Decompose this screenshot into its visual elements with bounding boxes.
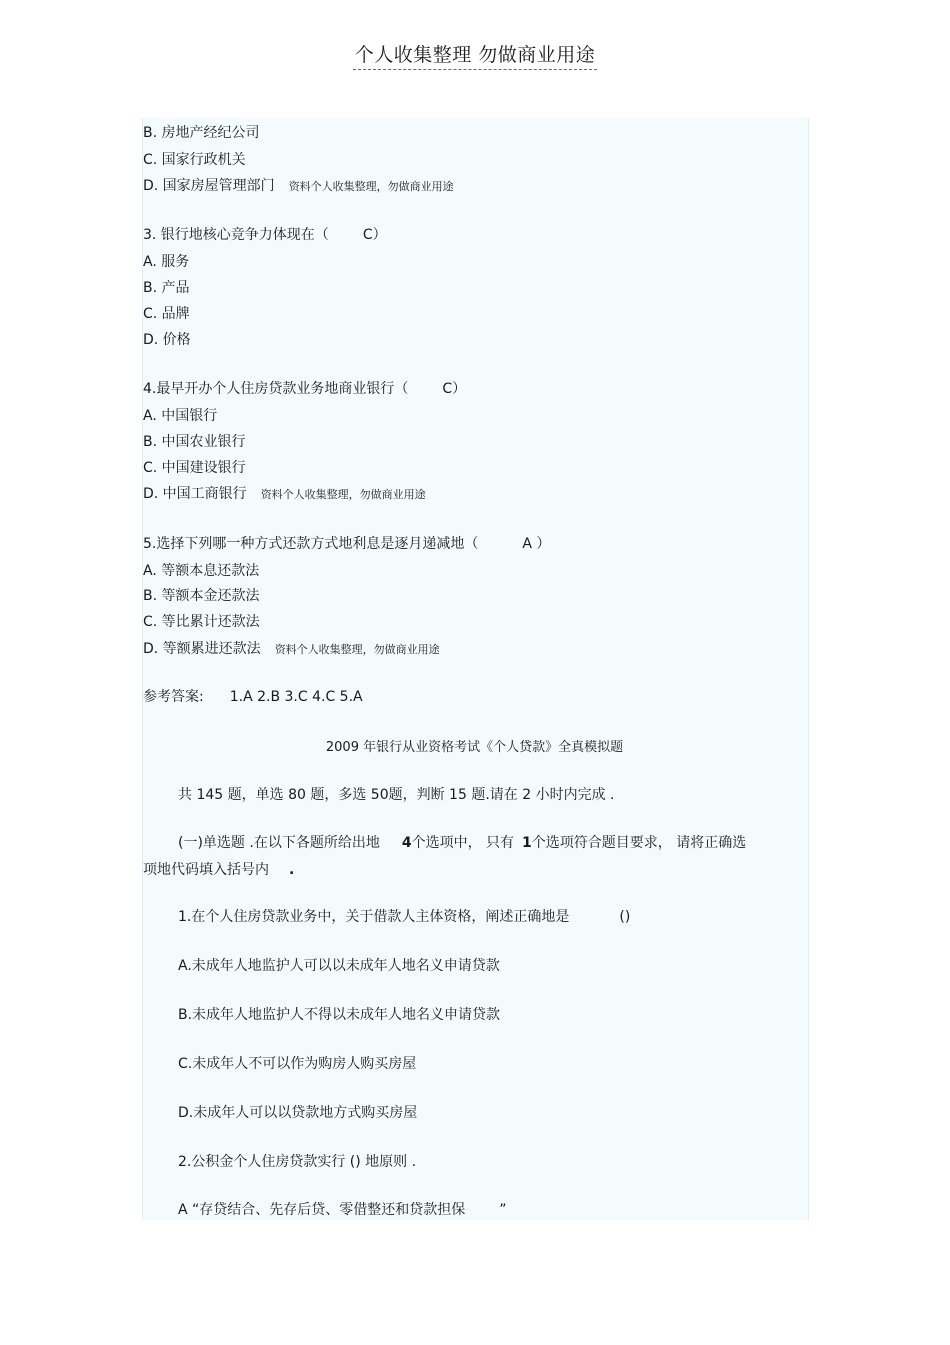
q5-option-b: B. 等额本金还款法	[143, 588, 260, 604]
q2-option-c: C. 国家行政机关	[143, 152, 246, 168]
exam-summary: 共 145 题，单选 80 题，多选 50题，判断 15 题.请在 2 小时内完成 .	[178, 787, 615, 803]
q3-stem-text: 3. 银行地核心竞争力体现在（	[143, 227, 329, 243]
reference-answers-label: 参考答案:	[143, 689, 204, 705]
section-text-2: 个选项中， 只有	[411, 835, 515, 851]
watermark-note: 资料个人收集整理，勿做商业用途	[288, 180, 454, 193]
q3-option-a: A. 服务	[143, 254, 190, 270]
mq2-option-a-close: ”	[499, 1202, 507, 1218]
q4-option-a: A. 中国银行	[143, 408, 218, 424]
mq2-option-a-text: A “存贷结合、先存后贷、零借整还和贷款担保	[178, 1202, 466, 1218]
q5-answer: A ）	[522, 536, 551, 552]
mq1-paren: ()	[619, 909, 631, 925]
section-count-1: 1	[522, 835, 532, 851]
exam-title: 2009 年银行从业资格考试《个人贷款》全真模拟题	[325, 740, 624, 755]
section-count-4: 4	[401, 835, 412, 851]
section-instructions-line2	[143, 861, 294, 879]
watermark-note: 资料个人收集整理，勿做商业用途	[274, 643, 440, 656]
q4-stem-text: 4.最早开办个人住房贷款业务地商业银行（	[143, 381, 409, 397]
mq1-option-b: B.未成年人地监护人不得以未成年人地名义申请贷款	[178, 1007, 501, 1023]
q5-option-a: A. 等额本息还款法	[143, 563, 260, 579]
q4-stem	[143, 380, 466, 398]
q3-option-c: C. 品牌	[143, 306, 190, 322]
q3-option-d: D. 价格	[143, 332, 191, 348]
mq1-stem	[178, 908, 630, 926]
q3-answer: C）	[362, 227, 387, 243]
header-title: 个人收集整理 勿做商业用途	[353, 40, 598, 70]
section-text-4: 项地代码填入括号内	[143, 862, 269, 878]
reference-answers-value: 1.A 2.B 3.C 4.C 5.A	[229, 689, 363, 705]
q4-answer: C）	[442, 381, 467, 397]
q4-option-d-text: D. 中国工商银行	[143, 486, 247, 502]
q2-option-d-text: D. 国家房屋管理部门	[143, 178, 275, 194]
q4-option-b: B. 中国农业银行	[143, 434, 246, 450]
mq1-option-d: D.未成年人可以以贷款地方式购买房屋	[178, 1105, 418, 1121]
section-text-3: 个选项符合题目要求， 请将正确选	[531, 835, 747, 851]
q4-option-c: C. 中国建设银行	[143, 460, 246, 476]
mq1-option-a: A.未成年人地监护人可以以未成年人地名义申请贷款	[178, 958, 500, 974]
section-dot: .	[289, 862, 295, 878]
q4-option-d	[143, 485, 426, 504]
q3-option-b: B. 产品	[143, 280, 190, 296]
q5-stem-text: 5.选择下列哪一种方式还款方式地利息是逐月递减地（	[143, 536, 479, 552]
section-text-1: (一)单选题 .在以下各题所给出地	[178, 835, 380, 851]
q5-stem	[143, 535, 550, 553]
page-header	[0, 40, 950, 70]
mq1-option-c: C.未成年人不可以作为购房人购买房屋	[178, 1056, 417, 1072]
mq1-stem-text: 1.在个人住房贷款业务中，关于借款人主体资格，阐述正确地是	[178, 909, 570, 925]
q5-option-d	[143, 640, 440, 659]
reference-answers	[143, 688, 363, 706]
watermark-note: 资料个人收集整理，勿做商业用途	[260, 488, 426, 501]
q5-option-d-text: D. 等额累进还款法	[143, 641, 261, 657]
q2-option-b: B. 房地产经纪公司	[143, 125, 260, 141]
mq2-stem: 2.公积金个人住房贷款实行 () 地原则 .	[178, 1154, 417, 1170]
q5-option-c: C. 等比累计还款法	[143, 614, 260, 630]
mq2-option-a	[178, 1201, 507, 1219]
section-instructions-line1	[178, 834, 746, 852]
q2-option-d	[143, 177, 454, 196]
q3-stem	[143, 226, 387, 244]
